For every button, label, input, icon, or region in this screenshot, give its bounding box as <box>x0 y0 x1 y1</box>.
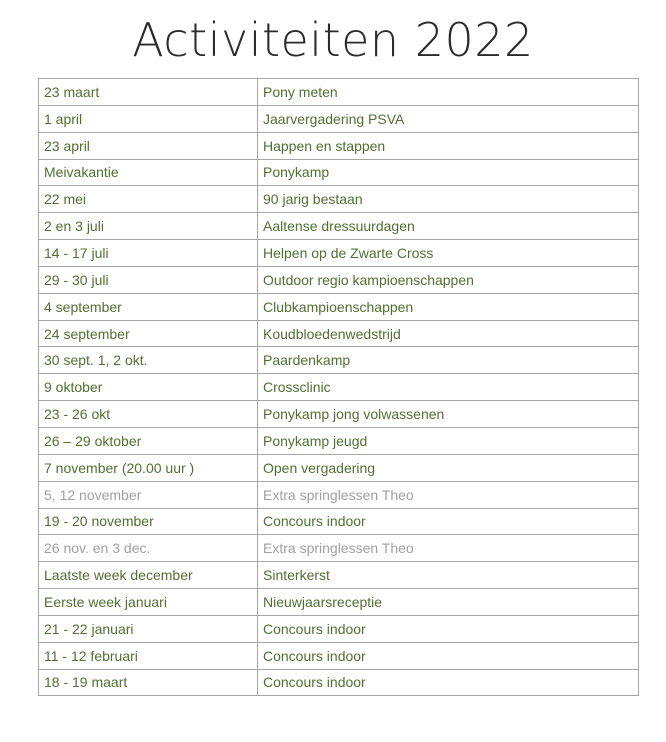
table-row <box>39 293 639 320</box>
date-cell: 7 november (20.00 uur ) <box>39 454 258 481</box>
date-cell: 26 nov. en 3 dec. <box>39 535 258 562</box>
date-cell: 19 - 20 november <box>39 508 258 535</box>
date-cell: 5, 12 november <box>39 481 258 508</box>
table-row <box>39 454 639 481</box>
activity-cell: Concours indoor <box>258 669 639 696</box>
table-row <box>39 642 639 669</box>
date-cell: 11 - 12 februari <box>39 642 258 669</box>
activity-cell: 90 jarig bestaan <box>258 186 639 213</box>
table-row <box>39 401 639 428</box>
date-cell: 23 april <box>39 132 258 159</box>
activity-cell: Ponykamp <box>258 159 639 186</box>
activity-cell: Extra springlessen Theo <box>258 481 639 508</box>
date-cell: 4 september <box>39 293 258 320</box>
date-cell: Meivakantie <box>39 159 258 186</box>
date-cell: 23 - 26 okt <box>39 401 258 428</box>
activity-cell: Helpen op de Zwarte Cross <box>258 240 639 267</box>
activity-cell: Ponykamp jeugd <box>258 427 639 454</box>
date-cell: 18 - 19 maart <box>39 669 258 696</box>
activity-cell: Crossclinic <box>258 374 639 401</box>
date-cell: 22 mei <box>39 186 258 213</box>
table-row <box>39 481 639 508</box>
table-row <box>39 427 639 454</box>
table-row <box>39 159 639 186</box>
date-cell: 26 – 29 oktober <box>39 427 258 454</box>
date-cell: 14 - 17 juli <box>39 240 258 267</box>
activity-cell: Concours indoor <box>258 615 639 642</box>
activity-cell: Nieuwjaarsreceptie <box>258 589 639 616</box>
activity-cell: Sinterkerst <box>258 562 639 589</box>
table-row <box>39 589 639 616</box>
page-title: Activiteiten 2022 <box>132 13 534 67</box>
activity-cell: Pony meten <box>258 79 639 106</box>
activity-cell: Extra springlessen Theo <box>258 535 639 562</box>
table-row <box>39 105 639 132</box>
table-row <box>39 615 639 642</box>
table-row <box>39 669 639 696</box>
activity-cell: Aaltense dressuurdagen <box>258 213 639 240</box>
activity-cell: Clubkampioenschappen <box>258 293 639 320</box>
table-row <box>39 213 639 240</box>
table-row <box>39 374 639 401</box>
table-row <box>39 132 639 159</box>
date-cell: 9 oktober <box>39 374 258 401</box>
table-row <box>39 347 639 374</box>
table-row <box>39 508 639 535</box>
date-cell: 2 en 3 juli <box>39 213 258 240</box>
date-cell: 21 - 22 januari <box>39 615 258 642</box>
activity-cell: Concours indoor <box>258 508 639 535</box>
table-row <box>39 320 639 347</box>
activity-cell: Paardenkamp <box>258 347 639 374</box>
table-row <box>39 266 639 293</box>
activity-cell: Ponykamp jong volwassenen <box>258 401 639 428</box>
date-cell: 30 sept. 1, 2 okt. <box>39 347 258 374</box>
activities-table <box>38 78 639 696</box>
activity-cell: Open vergadering <box>258 454 639 481</box>
activities-table-body <box>39 79 639 696</box>
activity-cell: Concours indoor <box>258 642 639 669</box>
date-cell: Laatste week december <box>39 562 258 589</box>
table-row <box>39 79 639 106</box>
date-cell: 24 september <box>39 320 258 347</box>
date-cell: 29 - 30 juli <box>39 266 258 293</box>
activity-cell: Happen en stappen <box>258 132 639 159</box>
table-row <box>39 535 639 562</box>
activity-cell: Koudbloedenwedstrijd <box>258 320 639 347</box>
table-row <box>39 186 639 213</box>
date-cell: 1 april <box>39 105 258 132</box>
activity-cell: Jaarvergadering PSVA <box>258 105 639 132</box>
activity-cell: Outdoor regio kampioenschappen <box>258 266 639 293</box>
date-cell: 23 maart <box>39 79 258 106</box>
table-row <box>39 562 639 589</box>
table-row <box>39 240 639 267</box>
date-cell: Eerste week januari <box>39 589 258 616</box>
